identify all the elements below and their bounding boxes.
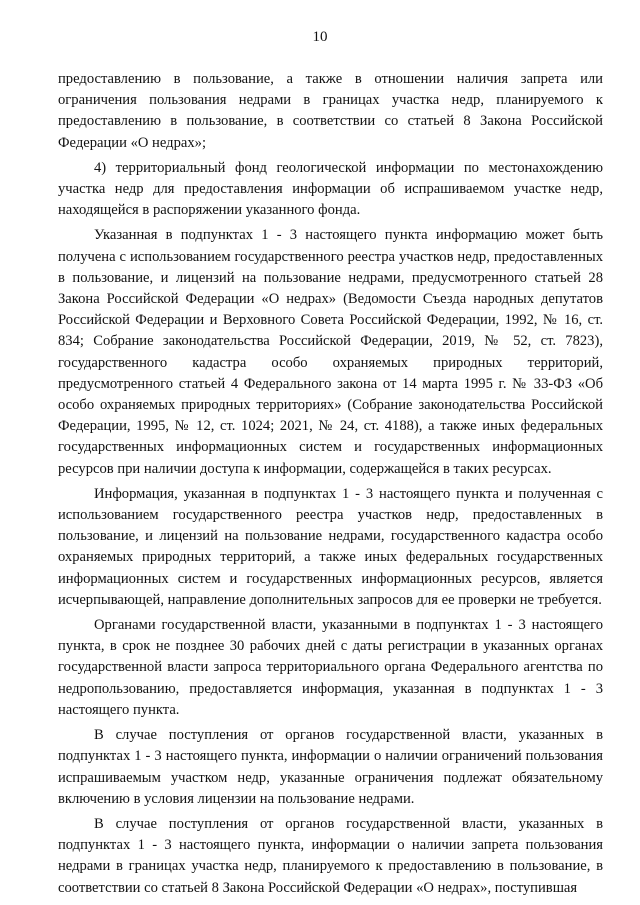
document-body (58, 69, 603, 903)
page-number: 10 (312, 29, 328, 45)
paragraph-authorities-deadline: Органами государственной власти, указанными в подпунктах 1 - 3 настоящего пункта, в срок не позднее 30 рабочих дней с даты регистрации в указанных органах государственной власти запроса территориального органа Федерального агентства по недропользованию, предоставляется информация, указанная в подпунктах 1 - 3 настоящего пункта. (58, 617, 603, 718)
paragraph-prohibition: В случае поступления от органов государственной власти, указанных в подпунктах 1 - 3 настоящего пункта, информации о наличии запрета пользования недрами в границах участка недр, планируемого к предоставлению в пользование, в соответствии со статьей 8 Закона Российской Федерации «О недрах», поступившая (58, 815, 603, 896)
paragraph-continuation: предоставлению в пользование, а также в отношении наличия запрета или ограничения пользования недрами в границах участка недр, планируемого к предоставлению в пользование, в соответствии со статьей 8 Закона Российской Федерации «О недрах»; (58, 71, 603, 151)
paragraph-item-4: 4) территориальный фонд геологической информации по местонахождению участка недр для предоставления информации об испрашиваемом участке недр, находящейся в распоряжении указанного фонда. (58, 159, 603, 219)
paragraph-information-exhaustive: Информация, указанная в подпунктах 1 - 3 настоящего пункта и полученная с использованием государственного реестра участков недр, предоставленных в пользование, и лицензий на пользование недрами, государственного кадастра особо охраняемых природных территорий, а также иных федеральных государственных информационных систем и государственных информационных ресурсов, является исчерпывающей, направление дополнительных запросов для ее проверки не требуется. (58, 485, 603, 608)
paragraph-restrictions: В случае поступления от органов государственной власти, указанных в подпунктах 1 - 3 настоящего пункта, информации о наличии ограничений пользования испрашиваемым участком недр, указанные ограничения подлежат обязательному включению в условия лицензии на пользование недрами. (58, 727, 603, 807)
paragraph-information-sources: Указанная в подпунктах 1 - 3 настоящего пункта информацию может быть получена с использованием государственного реестра участков недр, предоставленных в пользование, и лицензий на пользование недрами, предусмотренного статьей 28 Закона Российской Федерации «О недрах» (Ведомости Съезда народных депутатов Российской Федерации и Верховного Совета Российской Федерации, 1992, № 16, ст. 834; Собрание законодательства Российской Федерации, 2019, № 52, ст. 7823), государственного кадастра особо охраняемых природных территорий, предусмотренного статьей 4 Федерального закона от 14 марта 1995 г. № 33-ФЗ «Об особо охраняемых природных территориях» (Собрание законодательства Российской Федерации, 1995, № 12, ст. 1024; 2021, № 24, ст. 4188), а также иных федеральных государственных информационных систем и государственных информационных ресурсов при наличии доступа к информации, содержащейся в таких ресурсах. (58, 227, 603, 477)
